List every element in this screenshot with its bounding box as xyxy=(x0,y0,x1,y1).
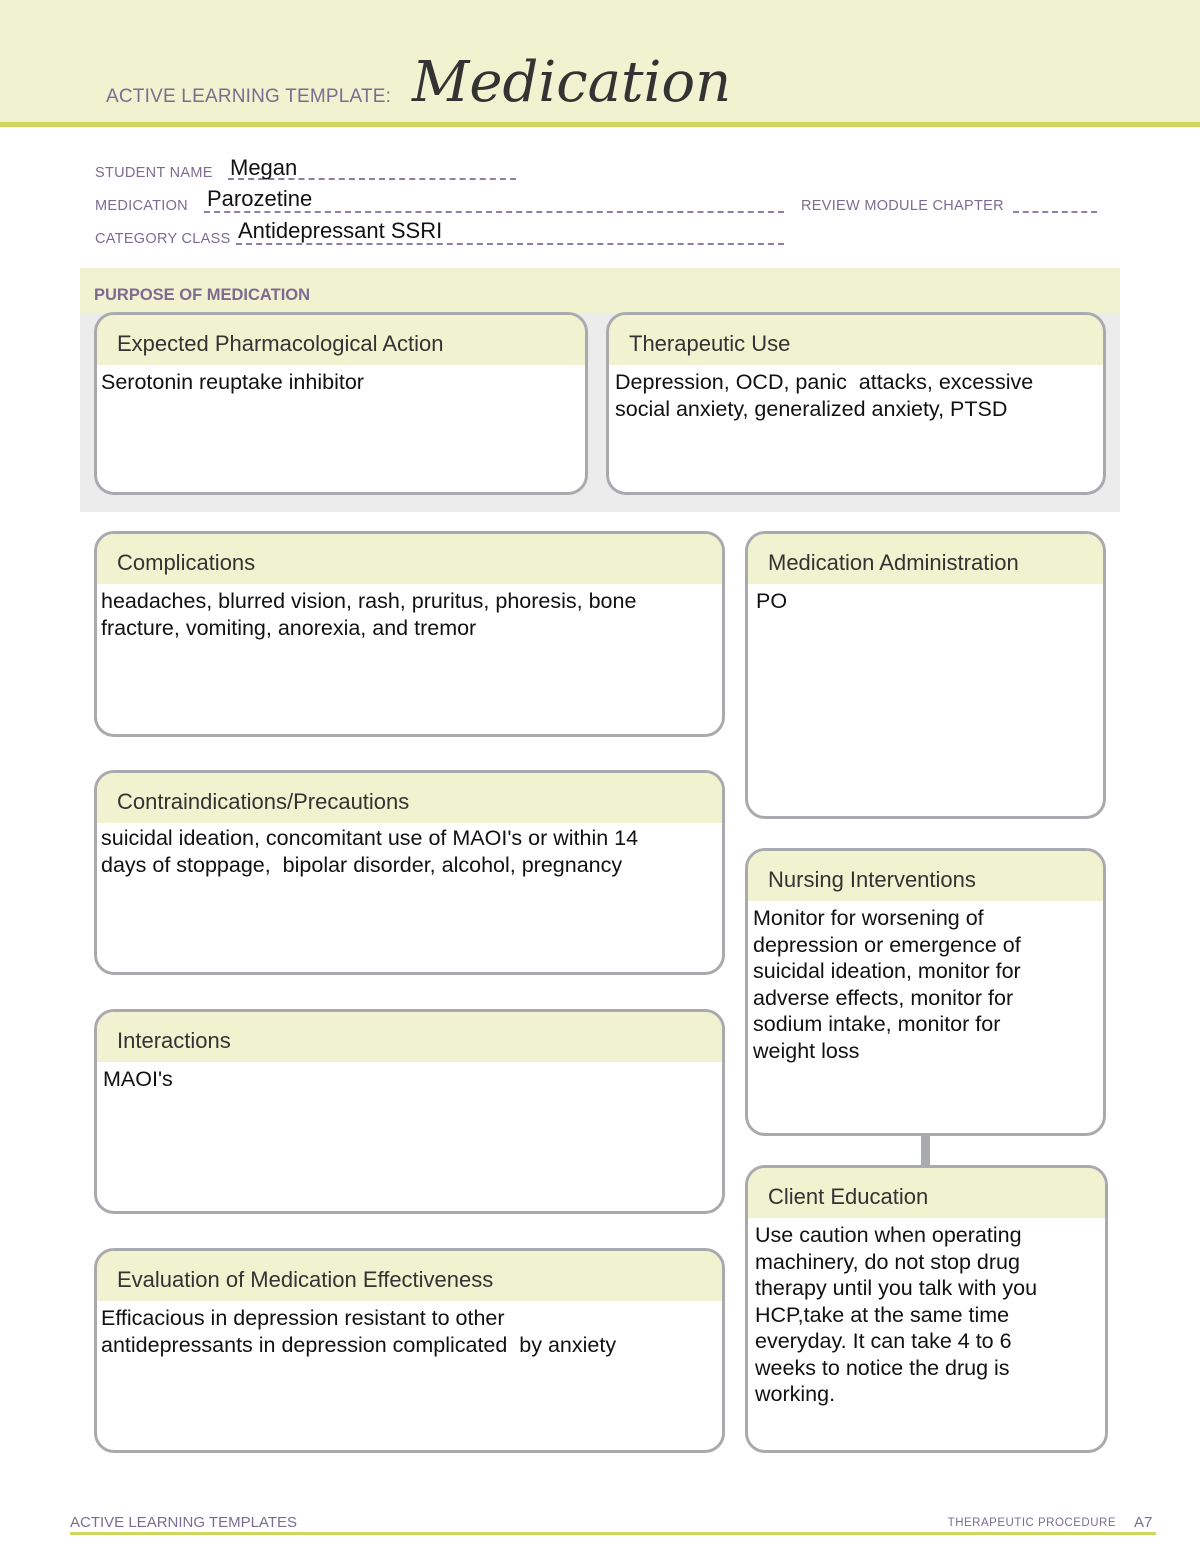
interactions-box xyxy=(94,1009,725,1214)
page-title: Medication xyxy=(412,50,732,115)
review-module-label: REVIEW MODULE CHAPTER xyxy=(801,198,1004,214)
student-name-label: STUDENT NAME xyxy=(95,165,213,181)
category-class-field[interactable]: Antidepressant SSRI xyxy=(238,218,443,243)
interactions-content[interactable]: MAOI's xyxy=(103,1067,173,1091)
expected-action-box xyxy=(94,312,588,495)
page-number: A7 xyxy=(1134,1514,1153,1531)
contraindications-content[interactable]: suicidal ideation, concomitant use of MAOI's or within 14 days of stoppage, bipolar disorder, alcohol, pregnancy xyxy=(101,826,639,877)
header-divider xyxy=(0,122,1200,127)
box-title: Evaluation of Medication Effectiveness xyxy=(97,1251,722,1301)
footer-right: THERAPEUTIC PROCEDURE xyxy=(947,1517,1116,1529)
template-label: ACTIVE LEARNING TEMPLATE: xyxy=(106,86,392,107)
box-title: Complications xyxy=(97,534,722,584)
complications-content[interactable]: headaches, blurred vision, rash, pruritus, phoresis, bone fracture, vomiting, anorexia, and tremor xyxy=(101,589,637,640)
expected-action-content[interactable]: Serotonin reuptake inhibitor xyxy=(101,370,364,394)
contraindications-box xyxy=(94,770,725,975)
medication-field[interactable]: Parozetine xyxy=(207,186,313,211)
box-title: Expected Pharmacological Action xyxy=(97,315,585,365)
medication-label: MEDICATION xyxy=(95,198,188,214)
client-education-content[interactable]: Use caution when operating machinery, do not stop drug therapy until you talk with you HCP,take at the same time everyday. It can take 4 to 6 weeks to notice the drug is working. xyxy=(755,1223,1038,1406)
box-title: Nursing Interventions xyxy=(748,851,1103,901)
student-name-field[interactable]: Megan xyxy=(230,155,298,180)
box-title: Client Education xyxy=(748,1168,1105,1218)
box-title: Therapeutic Use xyxy=(609,315,1103,365)
administration-box xyxy=(745,531,1106,819)
nursing-interventions-box xyxy=(745,848,1106,1136)
therapeutic-use-content[interactable]: Depression, OCD, panic attacks, excessive social anxiety, generalized anxiety, PTSD xyxy=(615,370,1034,421)
evaluation-content[interactable]: Efficacious in depression resistant to other antidepressants in depression complicated by anxiety xyxy=(101,1306,617,1357)
client-education-box xyxy=(745,1165,1108,1453)
nursing-interventions-content[interactable]: Monitor for worsening of depression or emergence of suicidal ideation, monitor for adverse effects, monitor for sodium intake, monitor for weight loss xyxy=(753,906,1021,1063)
box-title: Medication Administration xyxy=(748,534,1103,584)
box-title: Interactions xyxy=(97,1012,722,1062)
evaluation-box xyxy=(94,1248,725,1453)
administration-content[interactable]: PO xyxy=(756,589,788,613)
review-module-field[interactable] xyxy=(1013,211,1097,213)
category-class-label: CATEGORY CLASS xyxy=(95,231,231,247)
footer-divider xyxy=(70,1532,1156,1535)
footer-left: ACTIVE LEARNING TEMPLATES xyxy=(70,1514,297,1531)
therapeutic-use-box xyxy=(606,312,1106,495)
box-connector xyxy=(921,1134,930,1167)
purpose-title: PURPOSE OF MEDICATION xyxy=(94,286,311,304)
box-title: Contraindications/Precautions xyxy=(97,773,722,823)
complications-box xyxy=(94,531,725,737)
